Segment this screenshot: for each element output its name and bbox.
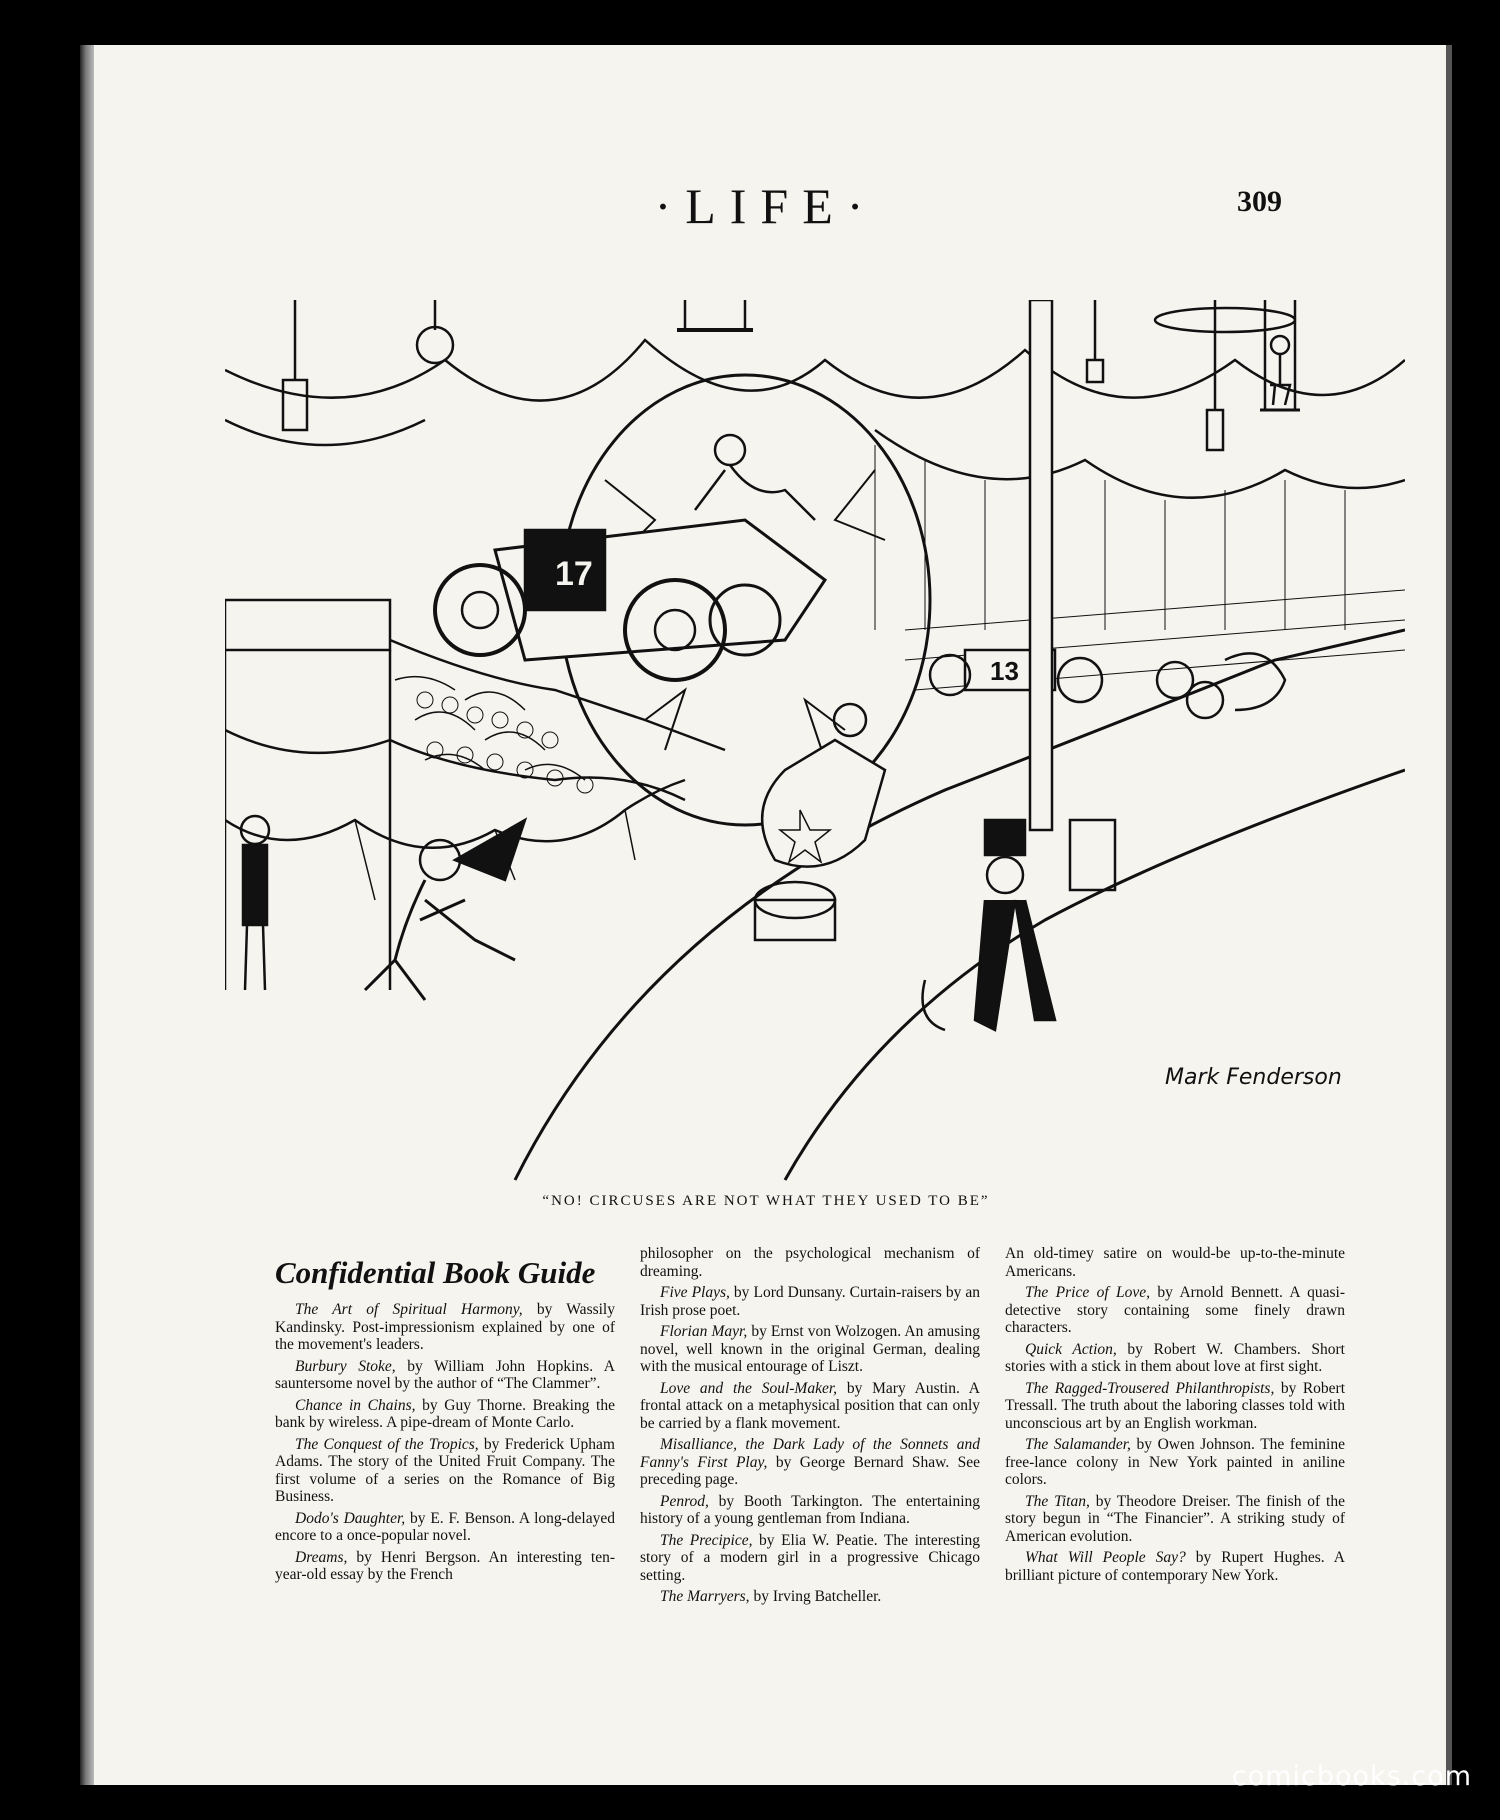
page-number: 309: [1237, 185, 1282, 218]
book-entry: What Will People Say? by Rupert Hughes. A brilliant picture of contemporary New York.: [1005, 1549, 1345, 1584]
cartoon-illustration: [225, 300, 1405, 1190]
book-entry: Chance in Chains, by Guy Thorne. Breaking the bank by wireless. A pipe-dream of Monte Carlo.: [275, 1396, 615, 1431]
book-entry: Penrod, by Booth Tarkington. The entertaining history of a young gentleman from Indiana.: [640, 1492, 980, 1527]
book-entry: The Salamander, by Owen Johnson. The feminine free-lance colony in New York painted in aniline colors.: [1005, 1436, 1345, 1488]
circus-drawing: [225, 300, 1405, 1190]
book-entry: Quick Action, by Robert W. Chambers. Short stories with a stick in them about love at first sight.: [1005, 1340, 1345, 1375]
guide-title: Confidential Book Guide: [275, 1255, 596, 1290]
cartoon-caption: “NO! CIRCUSES ARE NOT WHAT THEY USED TO BE”: [542, 1193, 990, 1209]
book-entry: Dreams, by Henri Bergson. An interesting ten-year-old essay by the French: [275, 1548, 615, 1583]
book-entry: The Titan, by Theodore Dreiser. The finish of the story begun in “The Financier”. A striking study of American evolution.: [1005, 1492, 1345, 1545]
car-number-13: 13: [990, 656, 1019, 686]
guide-column-3: [1005, 1245, 1345, 1588]
book-entry: Burbury Stoke, by William John Hopkins. A sauntersome novel by the author of “The Clammer”.: [275, 1357, 615, 1392]
car-number-17: 17: [555, 555, 593, 593]
book-entry: The Marryers, by Irving Batcheller.: [660, 1588, 882, 1605]
book-entry-continuation: philosopher on the psychological mechanism of dreaming.: [640, 1245, 980, 1280]
page-edge: [1446, 45, 1452, 1785]
guide-column-1: [275, 1255, 615, 1588]
magazine-page: [80, 45, 1452, 1785]
book-entry: Misalliance, the Dark Lady of the Sonnets and Fanny's First Play, by George Bernard Shaw. See preceding page.: [640, 1436, 981, 1488]
book-guide: [275, 1245, 1345, 1685]
book-entry: Florian Mayr, by Ernst von Wolzogen. An amusing novel, well known in the original German, dealing with the musical entourage of Liszt.: [640, 1323, 980, 1375]
masthead-title: ·LIFE·: [654, 178, 878, 234]
book-entry: Love and the Soul-Maker, by Mary Austin. A frontal attack on a metaphysical position that can only be carried by a flank movement.: [640, 1379, 980, 1432]
guide-column-2: [640, 1245, 980, 1610]
book-entry: The Ragged-Trousered Philanthropists, by Robert Tressall. The truth about the laboring classes told with unconscious art by an English workman.: [1005, 1379, 1345, 1432]
site-watermark: comicbooks.com: [1231, 1761, 1472, 1792]
book-entry: The Conquest of the Tropics, by Frederick Upham Adams. The story of the United Fruit Company. The first volume of a series on the Romance of Big Business.: [275, 1435, 615, 1505]
book-entry: The Art of Spiritual Harmony, by Wassily Kandinsky. Post-impressionism explained by one of the movement's leaders.: [275, 1301, 615, 1353]
book-entry: The Price of Love, by Arnold Bennett. A quasi-detective story containing some finely drawn characters.: [1005, 1284, 1345, 1336]
book-entry-continuation: An old-timey satire on would-be up-to-the-minute Americans.: [1005, 1245, 1345, 1280]
page-spine: [80, 45, 94, 1785]
book-entry: Five Plays, by Lord Dunsany. Curtain-raisers by an Irish prose poet.: [640, 1284, 980, 1319]
artist-signature: Mark Fenderson: [1165, 1065, 1342, 1090]
book-entry: The Precipice, by Elia W. Peatie. The interesting story of a modern girl in a progressive Chicago setting.: [640, 1531, 980, 1584]
book-entry: Dodo's Daughter, by E. F. Benson. A long-delayed encore to a once-popular novel.: [275, 1509, 615, 1544]
